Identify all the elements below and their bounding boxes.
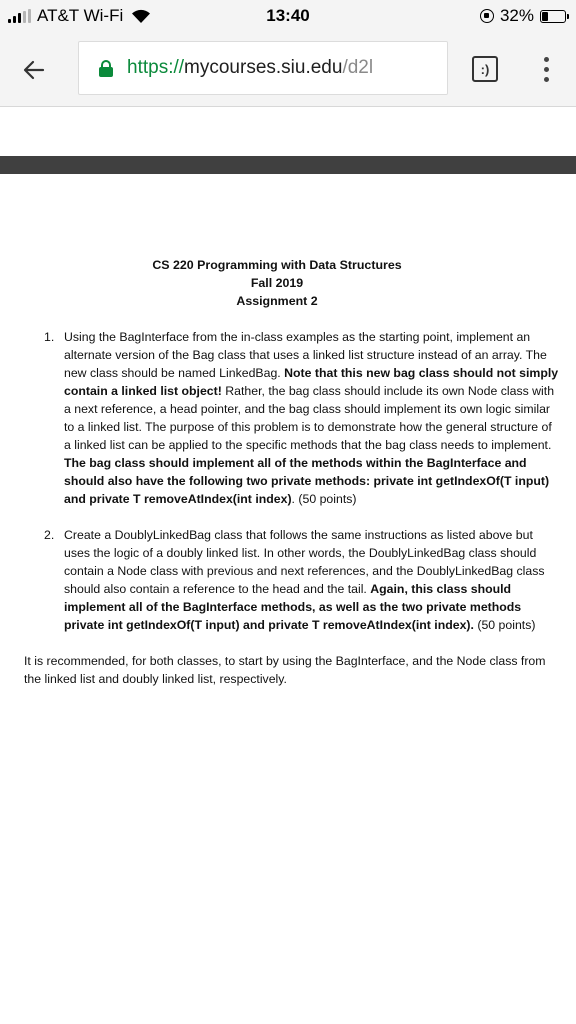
- orientation-lock-icon: [480, 9, 494, 23]
- list-item: [22, 328, 562, 508]
- browser-toolbar: [0, 34, 576, 107]
- url-fade: [387, 42, 447, 94]
- viewer-toolbar: [0, 156, 576, 174]
- document-header: [22, 256, 532, 310]
- item-text: Rather, the bag class should include its own Node class with a next reference, a head pointer, and the bag class should implement its own logic similar to a linked list. The purpose of this problem is to demonstrate how the general structure of a linked list can be applied to the specific methods that the bag class needs to implement.: [64, 384, 555, 452]
- task-list: [22, 328, 562, 634]
- url-scheme: https://: [127, 57, 185, 78]
- url-path: /d2l: [342, 57, 374, 78]
- more-menu-icon[interactable]: [536, 52, 556, 86]
- back-button[interactable]: [16, 52, 52, 88]
- item-number: 1.: [44, 330, 55, 344]
- clock: 13:40: [266, 6, 310, 25]
- battery-percent: 32%: [499, 6, 534, 25]
- tab-switcher-button[interactable]: :): [472, 56, 498, 82]
- item-points: (50 points): [473, 618, 536, 632]
- term: Fall 2019: [250, 276, 304, 290]
- item-number: 2.: [44, 528, 55, 542]
- back-arrow-icon: [22, 58, 46, 82]
- battery-icon: [540, 10, 566, 23]
- course-title: CS 220 Programming with Data Structures: [152, 258, 402, 272]
- item-text: Using the BagInterface from the in-class examples as the starting point, implement an alternate version of the Bag class that uses a linked list structure instead of an array. The new class should be named LinkedBag.: [64, 330, 547, 380]
- recommendation-paragraph: It is recommended, for both classes, to start by using the BagInterface, and the Node class from the linked list and doubly linked list, respectively.: [24, 654, 546, 686]
- carrier-label: AT&T Wi-Fi: [37, 6, 124, 25]
- assignment-title: Assignment 2: [236, 294, 318, 308]
- item-emphasis: Again, this class should implement all of the BagInterface methods, as well as the two private methods private int getIndexOf(T input) and private T removeAtIndex(int index).: [64, 582, 522, 632]
- item-points: . (50 points): [291, 492, 357, 506]
- list-item: [22, 526, 562, 634]
- item-emphasis: Note that this new bag class should not simply contain a linked list object!: [64, 366, 559, 398]
- url-bar[interactable]: [78, 41, 448, 95]
- item-emphasis: The bag class should implement all of the methods within the BagInterface and should also have the following two private methods: private int getIndexOf(T input) and private T removeAtIndex(int index): [64, 456, 550, 506]
- status-bar: [0, 0, 576, 34]
- assignment-document: [22, 256, 562, 688]
- item-text: Create a DoublyLinkedBag class that follows the same instructions as listed above but uses the logic of a doubly linked list. In other words, the DoublyLinkedBag class should contain a Node class with previous and next references, and the DoublyLinkedBag class should also contain a reference to the head and the tail.: [64, 528, 545, 596]
- secure-lock-icon: [99, 60, 113, 76]
- status-right: [480, 6, 566, 26]
- url-host: mycourses.siu.edu: [184, 57, 343, 78]
